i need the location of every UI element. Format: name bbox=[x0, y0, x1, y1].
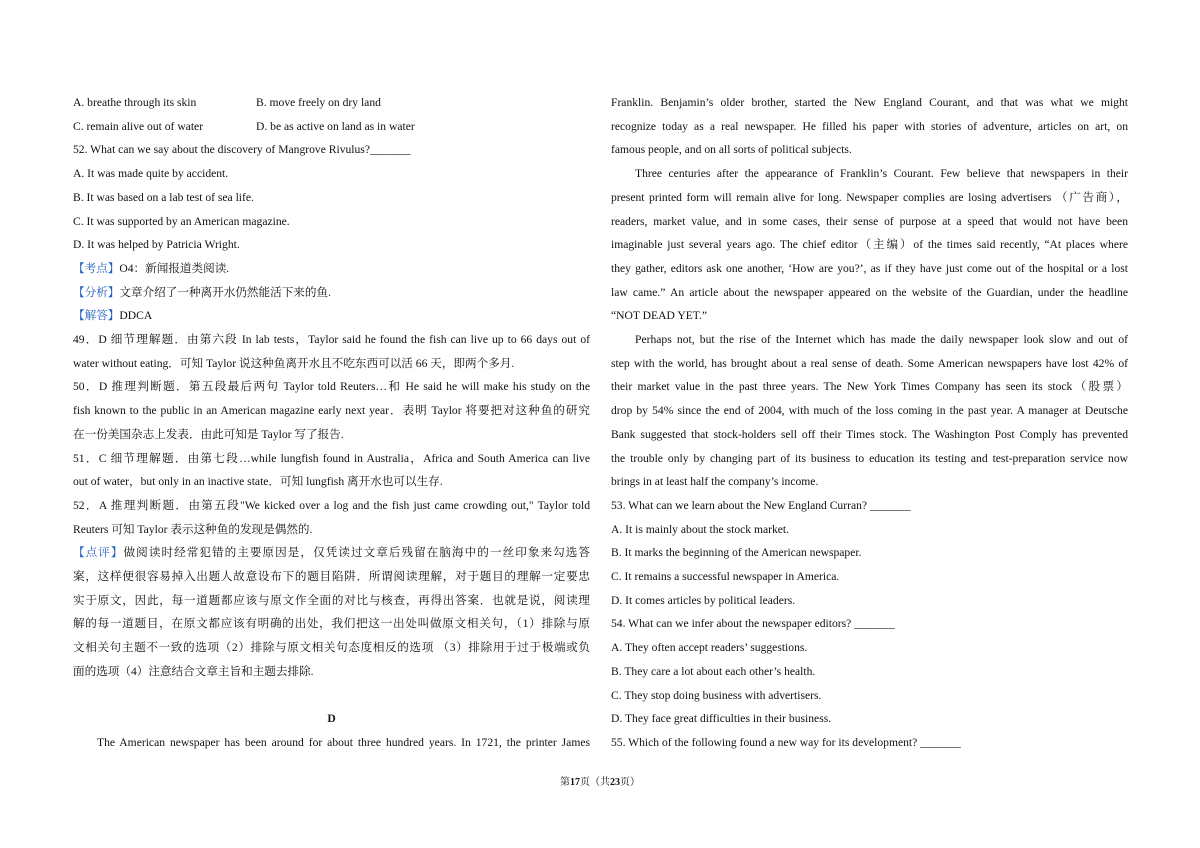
q52-option-a: A. It was made quite by accident. bbox=[73, 167, 229, 181]
page-footer bbox=[0, 773, 1200, 788]
passage-p2-line2: present printed form will remain alive for long. Newspaper complies are losing advertisers （广告商）， bbox=[611, 190, 1128, 204]
q53-stem: 53. What can we learn about the New England Curran? _______ bbox=[611, 498, 911, 512]
passage-p1-line1: Franklin. Benjamin’s older brother, started the New England Courant, and that was what we might bbox=[611, 96, 1128, 109]
q51-option-a: A. breathe through its skin bbox=[73, 96, 197, 109]
explanation-49-line2: water without eating．可知 Taylor 说这种鱼离开水且不吃东西可以活 66 天，即两个多月. bbox=[73, 356, 515, 370]
section-heading-d: D bbox=[327, 712, 336, 726]
kaodian-tag: 【考点】 bbox=[73, 261, 120, 275]
fenxi-tag: 【分析】 bbox=[73, 285, 120, 299]
q51-option-b: B. move freely on dry land bbox=[256, 96, 381, 109]
spacer bbox=[73, 684, 590, 708]
passage-p3-line7: brings in at least half the company’s income. bbox=[611, 475, 819, 489]
jieda-line bbox=[73, 304, 590, 328]
jieda-tag: 【解答】 bbox=[73, 309, 120, 323]
q53-option-b: B. It marks the beginning of the American newspaper. bbox=[611, 546, 862, 560]
passage-d-start: The American newspaper has been around for about three hundred years. In 1721, the printer James bbox=[97, 735, 590, 749]
passage-p3-line5: Bank suggested that stock-holders sell off their Times stock. The Washington Post Comply has prevented bbox=[611, 427, 1128, 441]
footer-total-pages: 23 bbox=[610, 777, 620, 788]
passage-p2-line1: Three centuries after the appearance of Franklin’s Courant. Few believe that newspapers in their bbox=[635, 167, 1128, 181]
dianping-line6: 面的选项（4）注意结合文章主旨和主题去排除. bbox=[73, 664, 314, 678]
q54-option-d: D. They face great difficulties in their business. bbox=[611, 712, 832, 726]
passage-p2-line3: readers, market value, and in some cases, their sense of purpose at a speed that would not have been bbox=[611, 214, 1128, 228]
q54-option-c: C. They stop doing business with advertisers. bbox=[611, 688, 822, 702]
footer-pre: 第 bbox=[560, 777, 570, 788]
right-column bbox=[611, 91, 1128, 755]
passage-p2-line4: imaginable just several years ago. The chief editor（主编）of the times said recently, “At places where bbox=[611, 238, 1128, 252]
q53-option-c: C. It remains a successful newspaper in America. bbox=[611, 570, 840, 584]
q53-option-d: D. It comes articles by political leaders. bbox=[611, 593, 796, 607]
q51-options-row1 bbox=[73, 91, 590, 115]
q52-option-b: B. It was based on a lab test of sea life. bbox=[73, 190, 254, 204]
passage-p3-line3: their market value in the past three years. The New York Times Company has seen its stock（股票） bbox=[611, 380, 1128, 394]
q52-option-d: D. It was helped by Patricia Wright. bbox=[73, 238, 240, 252]
passage-p3-line6: the trouble only by changing part of its business to education its testing and test-preparation service now bbox=[611, 451, 1128, 465]
explanation-49-line1: 49．D 细节理解题．由第六段 In lab tests，Taylor said he found the fish can live up to 66 days out of bbox=[73, 333, 590, 347]
dianping-line4: 解的每一道题目，在原文都应该有明确的出处，我们把这一出处叫做原文相关句，（1）排除与原 bbox=[73, 617, 590, 631]
q51-option-d: D. be as active on land as in water bbox=[256, 119, 415, 133]
q55-stem: 55. Which of the following found a new way for its development? _______ bbox=[611, 735, 961, 749]
explanation-50-line3: 在一份美国杂志上发表．由此可知是 Taylor 写了报告. bbox=[73, 427, 344, 441]
dianping-line5: 文相关句主题不一致的选项（2）排除与原文相关句态度相反的选项 （3）排除用于过于极端或负 bbox=[73, 641, 590, 655]
explanation-52-line1: 52．A 推理判断题．由第五段"We kicked over a log and the fish just came crowding out," Taylor told bbox=[73, 498, 590, 512]
q51-options-row2 bbox=[73, 115, 590, 139]
passage-p1-line2: recognize today as a real newspaper. He filled his paper with stories of adventure, articles on art, on bbox=[611, 119, 1128, 133]
dianping-line1 bbox=[73, 541, 590, 565]
passage-p1-line3: famous people, and on all sorts of political subjects. bbox=[611, 143, 852, 157]
passage-p2-line6: law came.” An article about the newspaper appeared on the website of the Guardian, under the headline bbox=[611, 285, 1128, 299]
explanation-52-line2: Reuters 可知 Taylor 表示这种鱼的发现是偶然的. bbox=[73, 522, 313, 536]
q51-option-c: C. remain alive out of water bbox=[73, 119, 204, 133]
footer-mid: 页（共 bbox=[580, 777, 610, 788]
footer-post: 页） bbox=[620, 777, 640, 788]
footer-page-number: 17 bbox=[570, 777, 580, 788]
dianping-line2: 案，这样便很容易掉入出题人故意设布下的题目陷阱．所谓阅读理解，对于题目的理解一定要忠 bbox=[73, 570, 590, 584]
explanation-51-line2: out of water，but only in an inactive state．可知 lungfish 离开水也可以生存. bbox=[73, 475, 443, 489]
passage-p2-line5: they gather, editors ask one another, ‘How are you?’, as if they have just come out of the hospital or a lost bbox=[611, 261, 1128, 275]
dianping-tag: 【点评】 bbox=[73, 546, 124, 560]
q54-option-a: A. They often accept readers’ suggestions. bbox=[611, 641, 808, 655]
fenxi-text: 文章介绍了一种离开水仍然能活下来的鱼. bbox=[119, 285, 331, 299]
q54-option-b: B. They care a lot about each other’s health. bbox=[611, 664, 816, 678]
jieda-text: DDCA bbox=[119, 309, 153, 323]
explanation-51-line1: 51．C 细节理解题．由第七段…while lungfish found in Australia，Africa and South America can live bbox=[73, 451, 590, 465]
passage-p2-line7: “NOT DEAD YET.” bbox=[611, 309, 708, 323]
q52-stem: 52. What can we say about the discovery of Mangrove Rivulus?_______ bbox=[73, 143, 411, 157]
kaodian-text: O4：新闻报道类阅读. bbox=[119, 261, 230, 275]
kaodian-line bbox=[73, 257, 590, 281]
q54-stem: 54. What can we infer about the newspaper editors? _______ bbox=[611, 617, 895, 631]
passage-p3-line1: Perhaps not, but the rise of the Internet which has made the daily newspaper look slow and out of bbox=[635, 333, 1128, 347]
q53-option-a: A. It is mainly about the stock market. bbox=[611, 522, 790, 536]
passage-p3-line2: step with the world, has brought about a real sense of death. Some American newspapers have lost 42% of bbox=[611, 356, 1128, 370]
dianping-first: 做阅读时经常犯错的主要原因是，仅凭读过文章后残留在脑海中的一丝印象来勾选答 bbox=[123, 546, 590, 560]
passage-p3-line4: drop by 54% since the end of 2004, with much of the loss coming in the past year. A manager at Deutsche bbox=[611, 404, 1128, 418]
left-column bbox=[73, 91, 590, 755]
fenxi-line bbox=[73, 281, 590, 305]
explanation-50-line1: 50．D 推理判断题．第五段最后两句 Taylor told Reuters…和 He said he will make his study on the bbox=[73, 380, 590, 394]
explanation-50-line2: fish known to the public in an American magazine early next year．表明 Taylor 将要把对这种鱼的研究 bbox=[73, 404, 590, 418]
dianping-line3: 实于原文，因此，每一道题都应该与原文作全面的对比与核查，再得出答案．也就是说，阅读理 bbox=[73, 593, 590, 607]
q52-option-c: C. It was supported by an American magazine. bbox=[73, 214, 290, 228]
